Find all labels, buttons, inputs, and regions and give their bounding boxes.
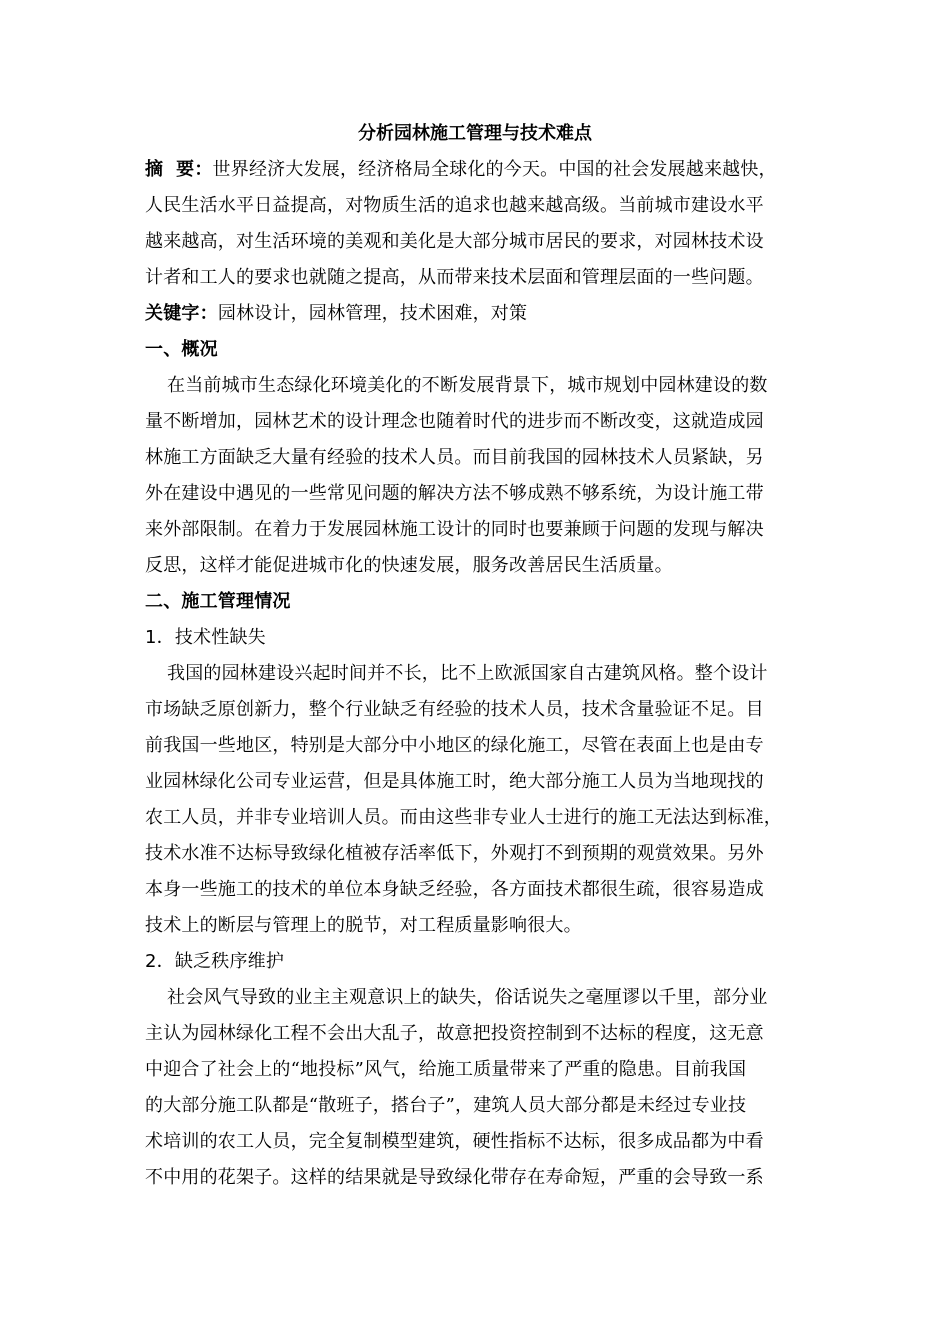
paragraph-line: 林施工方面缺乏大量有经验的技术人员。而目前我国的园林技术人员紧缺，另 bbox=[145, 447, 764, 468]
paragraph-line: 社会风气导致的业主主观意识上的缺失，俗话说失之毫厘谬以千里，部分业 bbox=[167, 987, 768, 1008]
paragraph-line: 来外部限制。在着力于发展园林施工设计的同时也要兼顾于问题的发现与解决 bbox=[145, 519, 764, 540]
paragraph-line: 术培训的农工人员，完全复制模型建筑，硬性指标不达标，很多成品都为中看 bbox=[145, 1131, 764, 1152]
paragraph-line: 外在建设中遇见的一些常见问题的解决方法不够成熟不够系统，为设计施工带 bbox=[145, 483, 764, 504]
paragraph-line: 农工人员，并非专业培训人员。而由这些非专业人士进行的施工无法达到标准， bbox=[145, 807, 782, 828]
document-title: 分析园林施工管理与技术难点 bbox=[358, 123, 592, 144]
paragraph-line: 技术水准不达标导致绿化植被存活率低下，外观打不到预期的观赏效果。另外 bbox=[145, 843, 764, 864]
abstract-text: 世界经济大发展，经济格局全球化的今天。中国的社会发展越来越快， bbox=[212, 159, 777, 180]
keywords-line bbox=[145, 296, 805, 332]
abstract-line: 计者和工人的要求也就随之提高，从而带来技术层面和管理层面的一些问题。 bbox=[145, 267, 764, 288]
document-body bbox=[145, 152, 805, 1196]
section-heading-management: 二、施工管理情况 bbox=[145, 591, 291, 612]
paragraph-line: 本身一些施工的技术的单位本身缺乏经验，各方面技术都很生疏，很容易造成 bbox=[145, 879, 764, 900]
abstract-line: 人民生活水平日益提高，对物质生活的追求也越来越高级。当前城市建设水平 bbox=[145, 195, 764, 216]
paragraph-line: 在当前城市生态绿化环境美化的不断发展背景下，城市规划中园林建设的数 bbox=[167, 375, 768, 396]
paragraph-line: 的大部分施工队都是“散班子，搭台子”，建筑人员大部分都是未经过专业技 bbox=[145, 1095, 747, 1116]
paragraph-line: 业园林绿化公司专业运营，但是具体施工时，绝大部分施工人员为当地现找的 bbox=[145, 771, 764, 792]
paragraph-line: 我国的园林建设兴起时间并不长，比不上欧派国家自古建筑风格。整个设计 bbox=[167, 663, 768, 684]
paragraph-line: 反思，这样才能促进城市化的快速发展，服务改善居民生活质量。 bbox=[145, 555, 673, 576]
keywords-label: 关键字： bbox=[145, 303, 218, 324]
paragraph-line: 市场缺乏原创新力，整个行业缺乏有经验的技术人员，技术含量验证不足。目 bbox=[145, 699, 764, 720]
paragraph-line: 主认为园林绿化工程不会出大乱子，故意把投资控制到不达标的程度，这无意 bbox=[145, 1023, 764, 1044]
paragraph-line: 不中用的花架子。这样的结果就是导致绿化带存在寿命短，严重的会导致一系 bbox=[145, 1167, 764, 1188]
paragraph-line: 量不断增加，园林艺术的设计理念也随着时代的进步而不断改变，这就造成园 bbox=[145, 411, 764, 432]
keywords-text: 园林设计，园林管理，技术困难，对策 bbox=[217, 303, 528, 324]
subsection-heading-technical: 1．技术性缺失 bbox=[145, 627, 266, 648]
abstract-line: 越来越高，对生活环境的美观和美化是大部分城市居民的要求，对园林技术设 bbox=[145, 231, 764, 252]
paragraph-line: 技术上的断层与管理上的脱节，对工程质量影响很大。 bbox=[145, 915, 582, 936]
abstract-label: 摘 要： bbox=[145, 159, 213, 180]
subsection-heading-order: 2．缺乏秩序维护 bbox=[145, 951, 285, 972]
paragraph-line: 中迎合了社会上的“地投标”风气，给施工质量带来了严重的隐患。目前我国 bbox=[145, 1059, 747, 1080]
abstract-line bbox=[145, 152, 805, 188]
section-heading-overview: 一、概况 bbox=[145, 339, 218, 360]
paragraph-line: 前我国一些地区，特别是大部分中小地区的绿化施工，尽管在表面上也是由专 bbox=[145, 735, 764, 756]
